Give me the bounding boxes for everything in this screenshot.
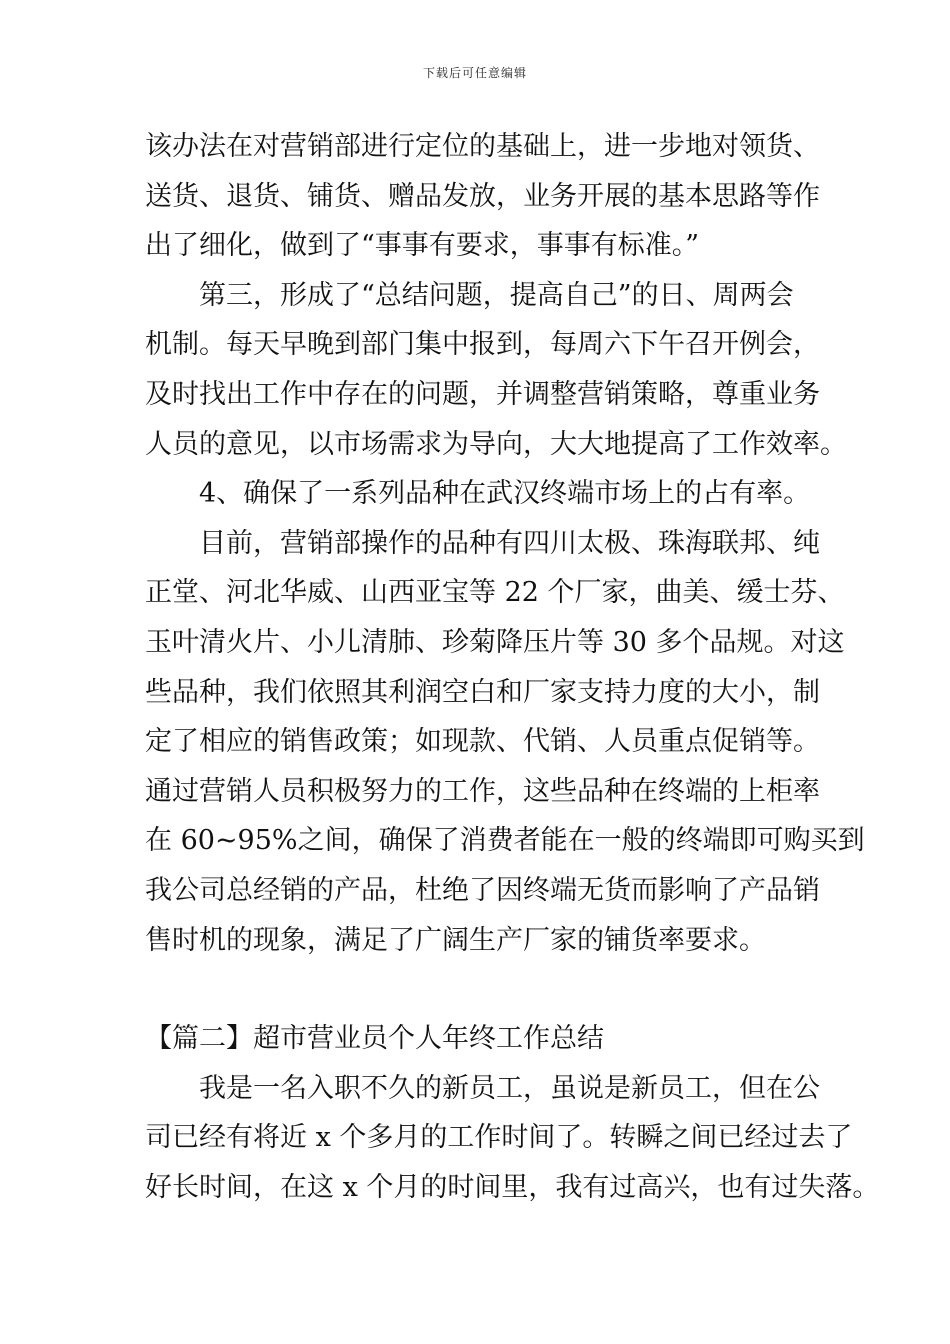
paragraph-line: 送货、退货、铺货、赠品发放，业务开展的基本思路等作 xyxy=(145,180,820,212)
paragraph-line: 我是一名入职不久的新员工，虽说是新员工，但在公 xyxy=(199,1072,820,1104)
paragraph-line: 目前，营销部操作的品种有四川太极、珠海联邦、纯 xyxy=(199,527,820,559)
paragraph-line: 第三，形成了“总结问题，提高自己”的日、周两会 xyxy=(199,279,794,311)
paragraph-line: 正堂、河北华威、山西亚宝等 22 个厂家，曲美、缓士芬、 xyxy=(145,577,845,609)
paragraph-line: 好长时间，在这 x 个月的时间里，我有过高兴，也有过失落。 xyxy=(145,1171,880,1203)
paragraph-line: 司已经有将近 x 个多月的工作时间了。转瞬之间已经过去了 xyxy=(145,1122,853,1154)
document-body xyxy=(145,122,880,1212)
paragraph-line: 我公司总经销的产品，杜绝了因终端无货而影响了产品销 xyxy=(145,874,820,906)
paragraph-market-share xyxy=(145,469,835,519)
section-heading: 【篇二】超市营业员个人年终工作总结 xyxy=(145,1023,604,1055)
paragraph-meeting-mechanism xyxy=(145,271,847,469)
paragraph-line: 机制。每天早晚到部门集中报到，每周六下午召开例会， xyxy=(145,329,820,361)
page-header-note: 下载后可任意编辑 xyxy=(422,66,527,80)
paragraph-line: 在 60~95%之间，确保了消费者能在一般的终端即可购买到 xyxy=(145,825,865,857)
paragraph-line: 该办法在对营销部进行定位的基础上，进一步地对领货、 xyxy=(145,131,820,162)
paragraph-product-varieties xyxy=(145,519,865,965)
paragraph-line: 定了相应的销售政策；如现款、代销、人员重点促销等。 xyxy=(145,726,820,758)
paragraph-line: 些品种，我们依照其利润空白和厂家支持力度的大小，制 xyxy=(145,676,820,708)
paragraph-new-employee xyxy=(145,1064,880,1213)
paragraph-regulation-detail xyxy=(145,122,835,271)
paragraph-line: 售时机的现象，满足了广阔生产厂家的铺货率要求。 xyxy=(145,924,766,956)
paragraph-line: 4、确保了一系列品种在武汉终端市场上的占有率。 xyxy=(199,478,811,510)
paragraph-line: 人员的意见，以市场需求为导向，大大地提高了工作效率。 xyxy=(145,428,847,460)
section-spacer xyxy=(145,965,835,1014)
paragraph-line: 及时找出工作中存在的问题，并调整营销策略，尊重业务 xyxy=(145,378,820,410)
paragraph-line: 出了细化，做到了“事事有要求，事事有标准。” xyxy=(145,230,700,262)
paragraph-line: 玉叶清火片、小儿清肺、珍菊降压片等 30 多个品规。对这 xyxy=(145,626,845,658)
paragraph-line: 通过营销人员积极努力的工作，这些品种在终端的上柜率 xyxy=(145,775,820,807)
